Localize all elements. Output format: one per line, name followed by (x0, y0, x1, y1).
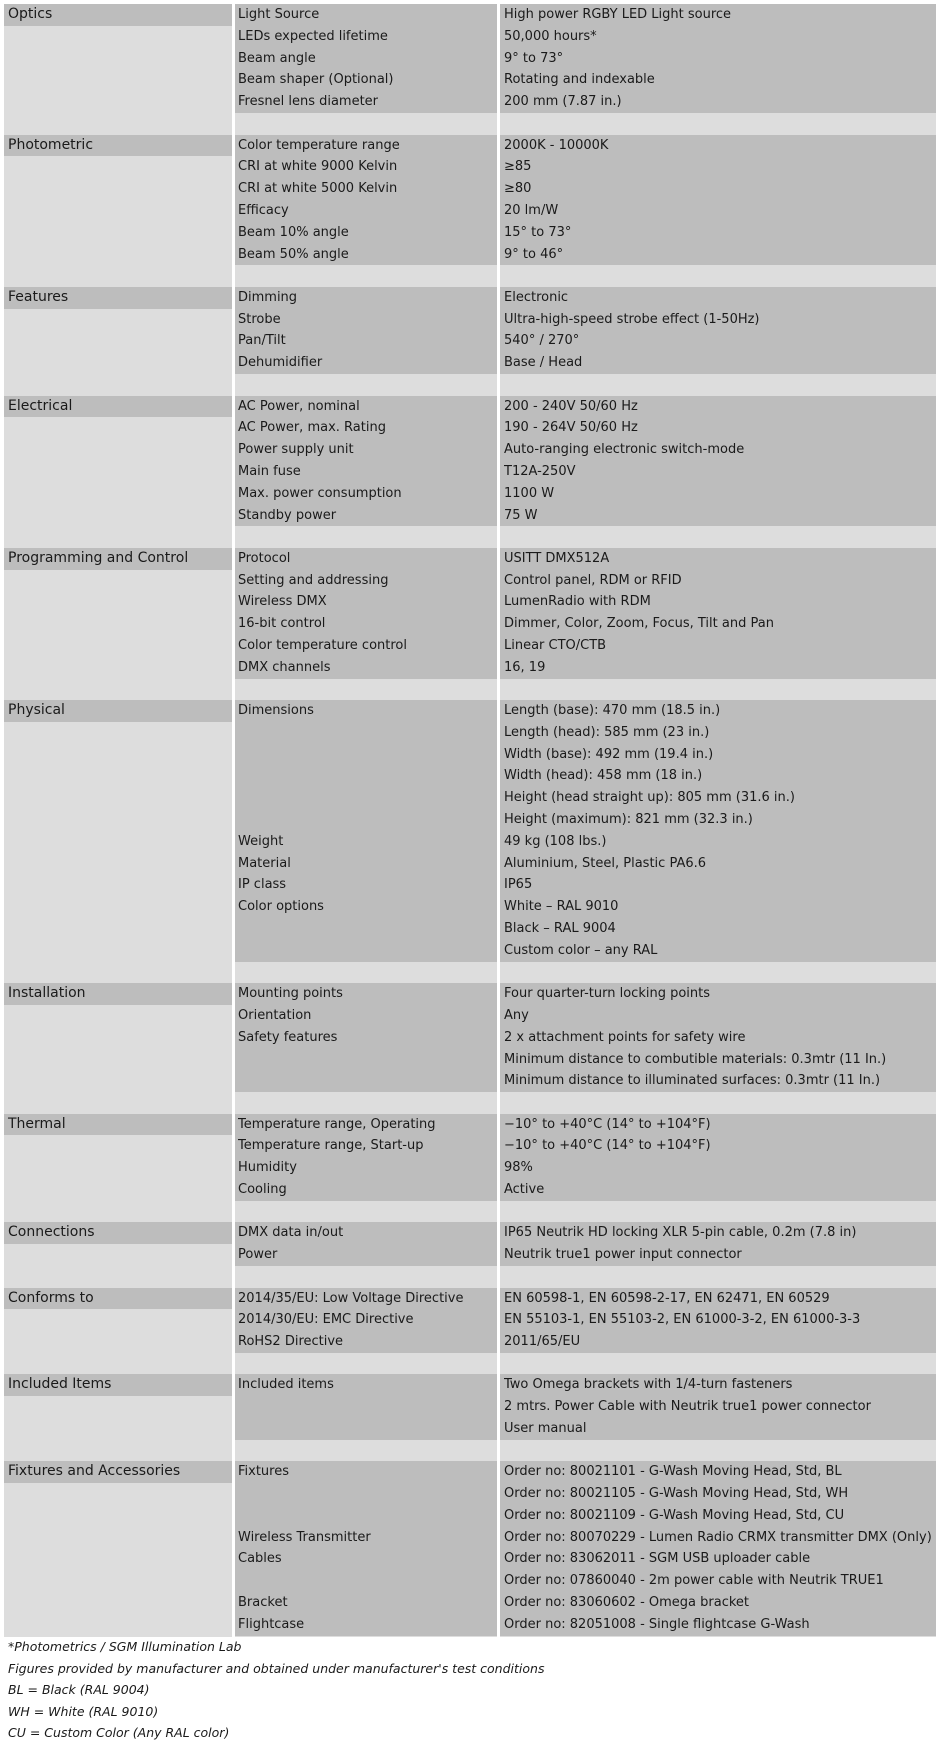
spec-label: Weight (238, 833, 284, 849)
section-title: Features (4, 287, 232, 309)
section-title: Fixtures and Accessories (4, 1461, 232, 1483)
spec-label: Orientation (238, 1007, 312, 1023)
spec-label: Color temperature control (238, 637, 407, 653)
spec-value: Electronic (504, 289, 569, 305)
spec-value: Width (base): 492 mm (19.4 in.) (504, 746, 714, 762)
spec-value: 9° to 73° (504, 50, 564, 66)
spec-value: 200 - 240V 50/60 Hz (504, 398, 638, 414)
spec-label: Beam shaper (Optional) (238, 72, 394, 88)
spec-value: IP65 (504, 877, 533, 893)
spec-label: Beam 50% angle (238, 246, 349, 262)
spec-label: Dehumidifier (238, 355, 323, 371)
spec-value: Any (504, 1007, 529, 1023)
spec-section (0, 287, 940, 374)
spec-label: Cables (238, 1551, 282, 1567)
spec-label: Flightcase (238, 1616, 305, 1632)
spec-value: 20 lm/W (504, 202, 559, 218)
footnote: BL = Black (RAL 9004) (8, 1682, 150, 1698)
spec-value: 190 - 264V 50/60 Hz (504, 420, 638, 436)
spec-value: White – RAL 9010 (504, 899, 619, 915)
spec-value: Aluminium, Steel, Plastic PA6.6 (504, 855, 707, 871)
spec-label: Temperature range, Start-up (238, 1138, 424, 1154)
section-title: Electrical (4, 396, 232, 418)
spec-value: Height (maximum): 821 mm (32.3 in.) (504, 812, 753, 828)
spec-value: EN 60598-1, EN 60598-2-17, EN 62471, EN 60529 (504, 1290, 830, 1306)
section-title: Photometric (4, 135, 232, 157)
spec-label: 2014/30/EU: EMC Directive (238, 1312, 414, 1328)
spec-label: DMX channels (238, 659, 331, 675)
spec-value: 75 W (504, 507, 538, 523)
spec-label: CRI at white 5000 Kelvin (238, 181, 398, 197)
spec-value: EN 55103-1, EN 55103-2, EN 61000-3-2, EN 61000-3-3 (504, 1312, 861, 1328)
spec-value: 98% (504, 1160, 533, 1176)
spec-value: Base / Head (504, 355, 583, 371)
section-title: Included Items (4, 1374, 232, 1396)
spec-label: Pan/Tilt (238, 333, 286, 349)
spec-label: Power supply unit (238, 442, 354, 458)
spec-label: Wireless DMX (238, 594, 327, 610)
spec-value: 2 mtrs. Power Cable with Neutrik true1 power connector (504, 1399, 871, 1415)
spec-label: Fresnel lens diameter (238, 94, 379, 110)
spec-label: Beam 10% angle (238, 224, 349, 240)
spec-value: High power RGBY LED Light source (504, 7, 732, 22)
spec-label: Fixtures (238, 1464, 290, 1480)
spec-value: 540° / 270° (504, 333, 580, 349)
footnote: CU = Custom Color (Any RAL color) (8, 1725, 230, 1741)
spec-value: Four quarter-turn locking points (504, 986, 711, 1002)
spec-section (0, 700, 940, 962)
spec-label: Protocol (238, 550, 291, 566)
spec-value: Order no: 80021109 - G-Wash Moving Head, Std, CU (504, 1507, 845, 1523)
spec-value: ≥85 (504, 159, 532, 175)
spec-section (0, 4, 940, 113)
spec-section (0, 983, 940, 1092)
section-title: Physical (4, 700, 232, 722)
spec-value: Length (head): 585 mm (23 in.) (504, 724, 710, 740)
footnote: Figures provided by manufacturer and obtained under manufacturer's test conditions (8, 1660, 545, 1676)
spec-value: Order no: 83060602 - Omega bracket (504, 1595, 750, 1611)
spec-value: −10° to +40°C (14° to +104°F) (504, 1116, 711, 1132)
spec-value: Control panel, RDM or RFID (504, 572, 682, 588)
spec-value: Length (base): 470 mm (18.5 in.) (504, 703, 721, 719)
spec-label: Efficacy (238, 202, 289, 218)
spec-label: AC Power, nominal (238, 398, 360, 414)
spec-value: User manual (504, 1420, 587, 1436)
spec-value: Active (504, 1182, 545, 1198)
section-title: Installation (4, 983, 232, 1005)
spec-value: 50,000 hours* (504, 28, 597, 44)
spec-value: IP65 Neutrik HD locking XLR 5-pin cable, 0.2m (7.8 in) (504, 1225, 857, 1241)
spec-value: 1100 W (504, 485, 555, 501)
spec-section (0, 135, 940, 266)
spec-value: Order no: 83062011 - SGM USB uploader cable (504, 1551, 811, 1567)
spec-value: T12A-250V (504, 463, 576, 479)
spec-label: Power (238, 1247, 278, 1263)
spec-label: Color temperature range (238, 137, 400, 153)
spec-label: Temperature range, Operating (238, 1116, 436, 1132)
spec-value: 200 mm (7.87 in.) (504, 94, 622, 110)
spec-value: 15° to 73° (504, 224, 572, 240)
spec-section (0, 548, 940, 679)
spec-label: DMX data in/out (238, 1225, 344, 1241)
spec-label: Light Source (238, 7, 320, 22)
spec-value: Black – RAL 9004 (504, 921, 616, 937)
footnote: WH = White (RAL 9010) (8, 1703, 159, 1719)
spec-value: Order no: 07860040 - 2m power cable with Neutrik TRUE1 (504, 1573, 884, 1589)
spec-value: Ultra-high-speed strobe effect (1-50Hz) (504, 311, 760, 327)
spec-label: CRI at white 9000 Kelvin (238, 159, 398, 175)
spec-value: Neutrik true1 power input connector (504, 1247, 742, 1263)
spec-value: USITT DMX512A (504, 550, 610, 566)
spec-value: Two Omega brackets with 1/4-turn fasteners (504, 1377, 793, 1393)
spec-value: Order no: 80070229 - Lumen Radio CRMX transmitter DMX (Only) (504, 1529, 932, 1545)
spec-label: Color options (238, 899, 324, 915)
spec-value: Order no: 80021101 - G-Wash Moving Head, Std, BL (504, 1464, 842, 1480)
spec-value: Minimum distance to illuminated surfaces: 0.3mtr (11 In.) (504, 1073, 881, 1089)
spec-label: Dimming (238, 289, 298, 305)
spec-label: Humidity (238, 1160, 297, 1176)
spec-label: RoHS2 Directive (238, 1334, 344, 1350)
spec-label: Beam angle (238, 50, 316, 66)
spec-value: 16, 19 (504, 659, 546, 675)
spec-value: Order no: 80021105 - G-Wash Moving Head, Std, WH (504, 1486, 849, 1502)
spec-label: IP class (238, 877, 287, 893)
spec-value: 2 x attachment points for safety wire (504, 1029, 746, 1045)
spec-label: Main fuse (238, 463, 301, 479)
spec-value: Minimum distance to combutible materials: 0.3mtr (11 In.) (504, 1051, 887, 1067)
spec-value: Order no: 82051008 - Single flightcase G-Wash (504, 1616, 810, 1632)
section-title: Optics (4, 4, 232, 26)
spec-value: 2000K - 10000K (504, 137, 609, 153)
spec-value: Auto-ranging electronic switch-mode (504, 442, 745, 458)
spec-label: Strobe (238, 311, 281, 327)
spec-label: Setting and addressing (238, 572, 389, 588)
spec-label: Cooling (238, 1182, 287, 1198)
spec-label: LEDs expected lifetime (238, 28, 388, 44)
spec-value: ≥80 (504, 181, 532, 197)
spec-section (0, 1222, 940, 1266)
spec-section (0, 1114, 940, 1201)
spec-value: Custom color – any RAL (504, 942, 658, 958)
spec-value: Height (head straight up): 805 mm (31.6 in.) (504, 790, 795, 806)
spec-value: Width (head): 458 mm (18 in.) (504, 768, 703, 784)
spec-label: Wireless Transmitter (238, 1529, 371, 1545)
section-title: Programming and Control (4, 548, 232, 570)
spec-value: LumenRadio with RDM (504, 594, 651, 610)
spec-label: AC Power, max. Rating (238, 420, 386, 436)
spec-value: Rotating and indexable (504, 72, 655, 88)
section-title: Connections (4, 1222, 232, 1244)
spec-label: Included items (238, 1377, 334, 1393)
section-title: Thermal (4, 1114, 232, 1136)
spec-section (0, 396, 940, 527)
spec-value: 49 kg (108 lbs.) (504, 833, 607, 849)
spec-section (0, 1461, 940, 1635)
spec-label: 2014/35/EU: Low Voltage Directive (238, 1290, 464, 1306)
spec-label: Dimensions (238, 703, 314, 719)
spec-section (0, 1288, 940, 1353)
spec-label: Bracket (238, 1595, 288, 1611)
footnote: *Photometrics / SGM Illumination Lab (8, 1639, 242, 1654)
spec-value: Linear CTO/CTB (504, 637, 607, 653)
spec-value: 9° to 46° (504, 246, 564, 262)
spec-label: Standby power (238, 507, 337, 523)
spec-label: Max. power consumption (238, 485, 402, 501)
section-title: Conforms to (4, 1288, 232, 1310)
spec-section (0, 1374, 940, 1439)
spec-value: −10° to +40°C (14° to +104°F) (504, 1138, 711, 1154)
spec-value: 2011/65/EU (504, 1334, 581, 1350)
spec-value: Dimmer, Color, Zoom, Focus, Tilt and Pan (504, 616, 774, 632)
spec-label: Material (238, 855, 291, 871)
spec-label: Mounting points (238, 986, 343, 1002)
spec-label: 16-bit control (238, 616, 326, 632)
spec-label: Safety features (238, 1029, 338, 1045)
